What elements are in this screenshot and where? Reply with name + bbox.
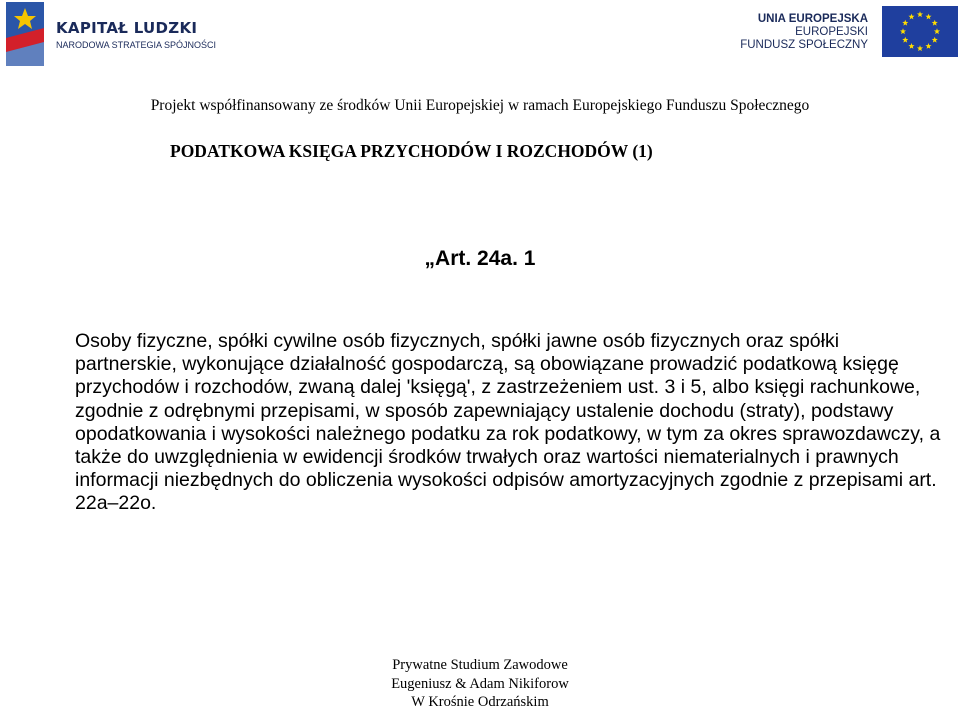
document-title: PODATKOWA KSIĘGA PRZYCHODÓW I ROZCHODÓW (1) xyxy=(170,141,653,161)
page-header xyxy=(0,0,960,72)
footer-line3: W Krośnie Odrzańskim xyxy=(411,694,549,710)
kapital-ludzki-subtitle: NARODOWA STRATEGIA SPÓJNOŚCI xyxy=(56,40,217,50)
eu-flag-icon xyxy=(882,6,958,57)
article-body: Osoby fizyczne, spółki cywilne osób fizycznych, spółki jawne osób fizycznych oraz spółki partnerskie, wykonujące działalność gospodarczą, są obowiązane prowadzić podatkową księgę przychodów i rozchodów, zwaną dalej 'księgą', z zastrzeżeniem ust. 3 i 5, albo księgi rachunkowe, zgodnie z odrębnymi przepisami, w sposób zapewniający ustalenie dochodu (straty), podstawy opodatkowania i wysokości należnego podatku za rok podatkowy, w tym za okres sprawozdawczy, a także do uwzględnienia w ewidencji środków trwałych oraz wartości niematerialnych i prawnych informacji niezbędnych do obliczenia wysokości odpisów amortyzacyjnych zgodnie z przepisami art. 22a–22o. xyxy=(75,330,941,515)
article-heading: „Art. 24a. 1 xyxy=(424,247,536,270)
eu-logo-line2: EUROPEJSKI xyxy=(795,26,868,38)
kapital-ludzki-text xyxy=(56,20,216,51)
footer-line2: Eugeniusz & Adam Nikiforow xyxy=(391,675,569,692)
eu-logo-text xyxy=(740,12,868,52)
kapital-ludzki-title: KAPITAŁ LUDZKI xyxy=(56,19,198,37)
page-footer xyxy=(0,656,960,712)
kapital-ludzki-logo-icon xyxy=(6,2,44,66)
cofinancing-note: Projekt współfinansowany ze środków Unii Europejskiej w ramach Europejskiego Funduszu Społecznego xyxy=(150,97,810,114)
eu-logo-line3: FUNDUSZ SPOŁECZNY xyxy=(740,39,868,51)
eu-logo-line1: UNIA EUROPEJSKA xyxy=(757,13,868,25)
footer-line1: Prywatne Studium Zawodowe xyxy=(392,657,568,673)
